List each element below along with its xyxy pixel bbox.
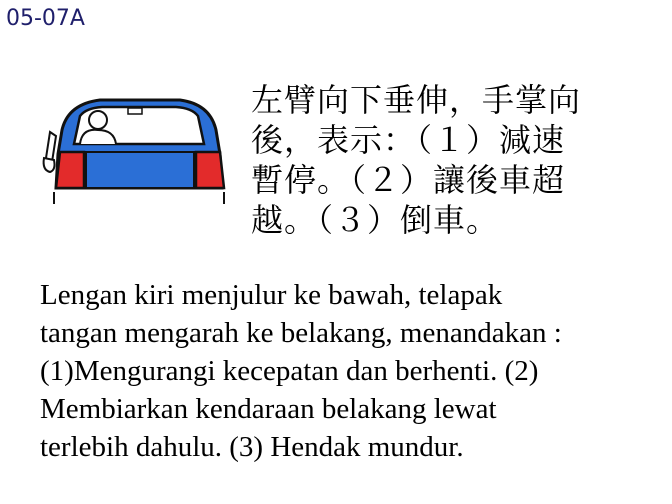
malay-line: tangan mengarah ke belakang, menandakan :	[40, 317, 562, 349]
slide-code: 05-07A	[6, 6, 85, 31]
chinese-line: 左臂向下垂伸，手掌向	[251, 81, 582, 119]
chinese-line: 後，表示：（１）減速	[251, 121, 566, 159]
malay-line: Lengan kiri menjulur ke bawah, telapak	[40, 279, 503, 311]
malay-description	[40, 276, 670, 466]
malay-line: terlebih dahulu. (3) Hendak mundur.	[40, 431, 464, 463]
chinese-description	[251, 80, 661, 240]
car-rear-illustration	[40, 92, 240, 212]
chinese-line: 暫停。（２）讓後車超	[251, 161, 566, 199]
car-rear-left-arm-down-icon	[40, 92, 240, 212]
malay-line: Membiarkan kendaraan belakang lewat	[40, 393, 497, 425]
chinese-line: 越。（３）倒車。	[251, 201, 500, 239]
malay-line: (1)Mengurangi kecepatan dan berhenti. (2)	[40, 355, 539, 387]
